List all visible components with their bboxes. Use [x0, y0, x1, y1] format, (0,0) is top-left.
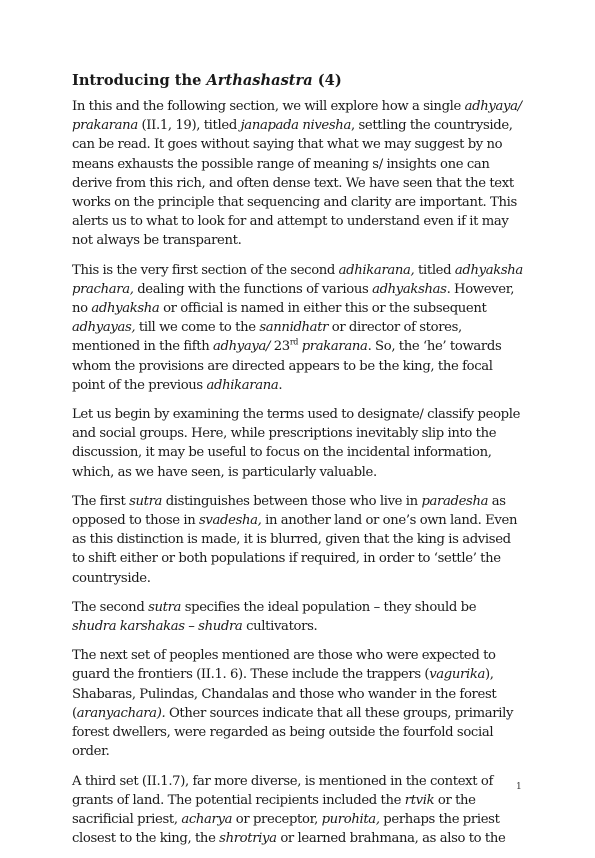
italic-term: adhyaya/ [213, 339, 271, 355]
text-run: Let us begin by examining the terms used to designate/ classify people and social groups. Here, while prescriptions inevitably slip into the discussion, it may be useful to focus on the incidental information, which, as we have seen, is particularly valuable. [72, 407, 521, 480]
text-run: as opposed to those in [72, 493, 506, 529]
italic-term: shrotriya [219, 831, 277, 847]
italic-term: vagurika [429, 667, 486, 683]
section-title [72, 71, 524, 90]
italic-term: sannidhatr [259, 320, 329, 336]
document-body [72, 71, 524, 858]
text-run: This is the very first section of the second [72, 262, 339, 278]
italic-term: rtvik [404, 792, 435, 808]
paragraph [72, 598, 524, 636]
text-run: The next set of peoples mentioned are those who were expected to guard the frontiers (II.1. 6). These include the trappers ( [72, 648, 496, 683]
italic-term: adhyaya/ prakarana [72, 99, 522, 134]
text-run: or director of stores, mentioned in the fifth [72, 320, 462, 355]
italic-term: adhyaksha prachara, [72, 262, 523, 297]
paragraph [72, 97, 524, 251]
text-run: distinguishes between those who live in [162, 493, 422, 509]
paragraph [72, 405, 524, 482]
text-run: , settling the countryside, can be read. It goes without saying that what we may suggest by no means exhausts the possible range of meaning s/ insights one can derive from this rich, and often dense text. We have seen that the text works on the principle that sequencing and clarity are important. This alerts us to what to look for and attempt to understand even if it may not always be transparent. [72, 118, 517, 249]
italic-term: aranyachara). [76, 705, 166, 721]
text-run: dealing with the functions of various [133, 281, 373, 297]
paragraph [72, 772, 524, 849]
text-run: . So, the ‘he’ towards whom the provisions are directed appears to be the king, the focal point of the previous [72, 339, 502, 393]
text-run: or learned brahmana, as also to the [276, 831, 506, 847]
italic-term: adhyakshas [372, 281, 447, 297]
text-run: The first [72, 493, 130, 509]
text-run: The second [72, 599, 149, 615]
text-run: . However, no [72, 281, 515, 317]
italic-term: janapada nivesha [240, 118, 351, 134]
title-prefix: Introducing the [72, 72, 207, 89]
paragraph [72, 646, 524, 761]
title-suffix: (4) [312, 72, 342, 89]
text-run: or preceptor, [232, 811, 322, 827]
italic-term: purohita, [321, 811, 380, 827]
text-run: ), Shabaras, Pulindas, Chandalas and those who wander in the forest ( [72, 667, 497, 721]
title-italic: Arthashastra [206, 72, 313, 89]
text-run: specifies the ideal population – they should be [181, 599, 477, 615]
text-run: Other sources indicate that all these groups, primarily forest dwellers, were regarded as being outside the fourfold social order. [72, 705, 514, 760]
italic-term: prakarana [301, 339, 368, 355]
text-run: or the sacrificial priest, [72, 792, 476, 827]
text-run: till we come to the [135, 320, 260, 336]
text-run: in another land or one’s own land. Even as this distinction is made, it is blurred, given that the king is advised to shift either or both populations if required, in order to ‘settle’ the countryside. [72, 513, 518, 586]
superscript-text: rd [289, 338, 299, 348]
paragraphs [72, 97, 524, 848]
italic-term: sutra [148, 599, 182, 615]
text-run: or official is named in either this or the subsequent [159, 301, 487, 317]
text-run: (II.1, 19), titled [137, 118, 241, 134]
paragraph [72, 261, 524, 395]
text-run: 23 [270, 339, 290, 355]
italic-term: adhikarana, [338, 262, 415, 278]
page-number: 1 [516, 782, 522, 792]
italic-term: adhikarana [206, 377, 279, 393]
text-run: titled [414, 262, 455, 278]
text-run: A third set (II.1.7), far more diverse, is mentioned in the context of grants of land. The potential recipients included the [72, 773, 493, 808]
italic-term: adhyaksha [91, 301, 160, 317]
text-run: . [278, 377, 283, 393]
italic-term: adhyayas, [72, 320, 136, 336]
italic-term: acharya [181, 811, 233, 827]
italic-term: sutra [129, 493, 163, 509]
paragraph [72, 492, 524, 588]
italic-term: svadesha, [199, 513, 262, 529]
italic-term: shudra karshakas – shudra [72, 619, 243, 635]
italic-term: paradesha [421, 493, 489, 509]
text-run: perhaps the priest closest to the king, the [72, 811, 500, 847]
text-run: cultivators. [242, 619, 318, 635]
text-run: In this and the following section, we will explore how a single [72, 99, 465, 114]
